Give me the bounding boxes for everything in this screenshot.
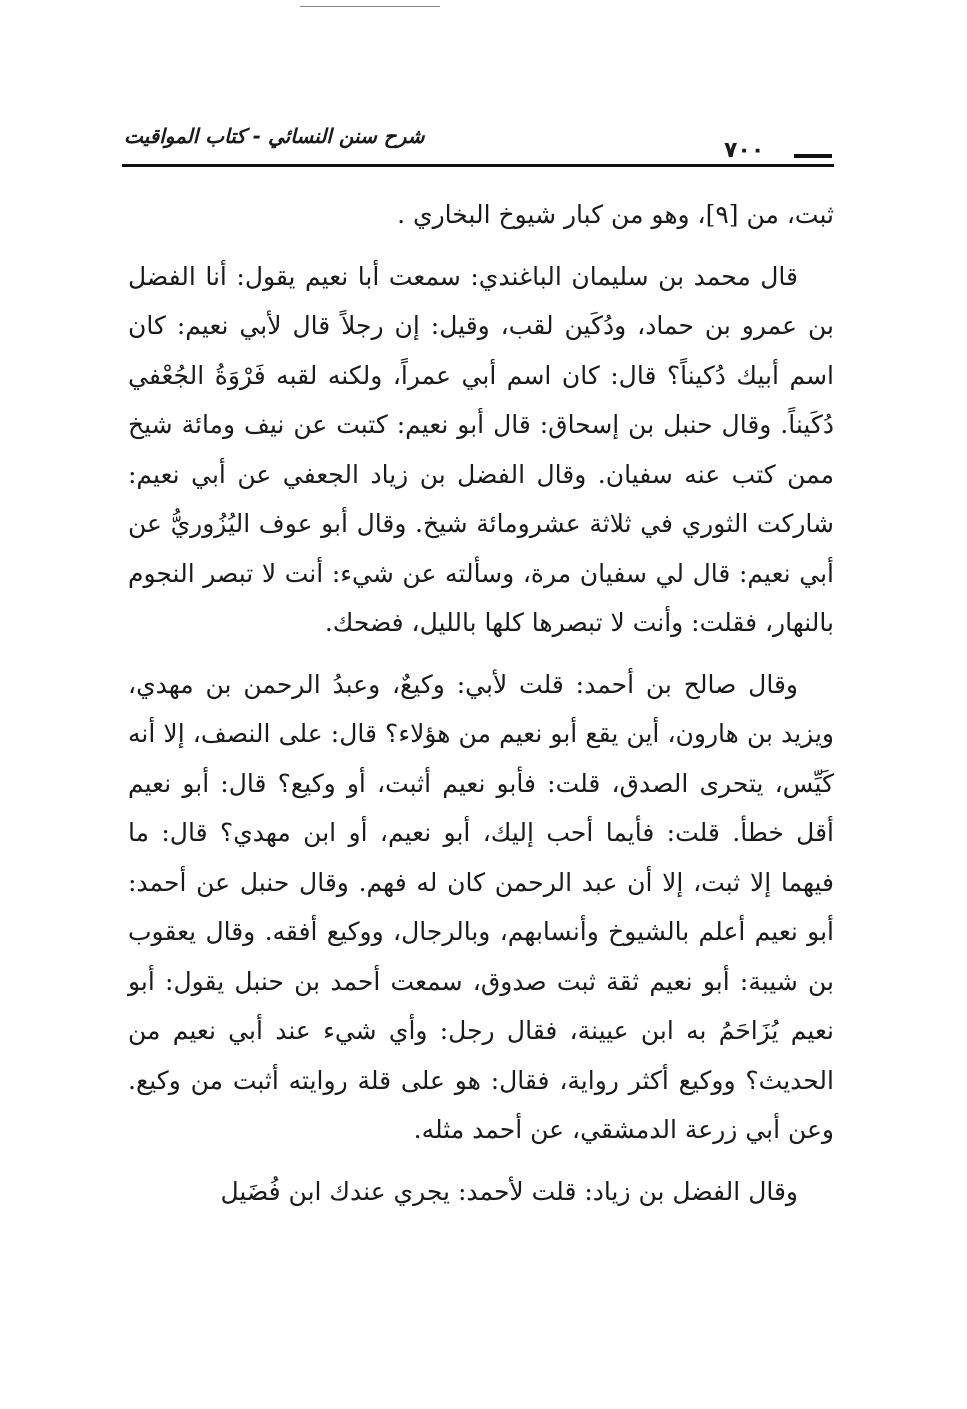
- paragraph-3: وقال صالح بن أحمد: قلت لأبي: وكيعٌ، وعبدُ الرحمن بن مهدي، ويزيد بن هارون، أين يقع أبو نعيم من هؤلاء؟ قال: على النصف، إلا أنه كَيِّس، يتحرى الصدق، قلت: فأبو نعيم أثبت، أو وكيع؟ قال: أبو نعيم أقل خطأ. قلت: فأيما أحب إليك، أبو نعيم، أو ابن مهدي؟ قال: ما فيهما إلا ثبت، إلا أن عبد الرحمن كان له فهم. وقال حنبل عن أحمد: أبو نعيم أعلم بالشيوخ وأنسابهم، وبالرجال، ووكيع أفقه. وقال يعقوب بن شيبة: أبو نعيم ثقة ثبت صدوق، سمعت أحمد بن حنبل يقول: أبو نعيم يُزَاحَمُ به ابن عيينة، فقال رجل: وأي شيء عند أبي نعيم من الحديث؟ ووكيع أكثر رواية، فقال: هو على قلة روايته أثبت من وكيع. وعن أبي زرعة الدمشقي، عن أحمد مثله.: [128, 669, 834, 1144]
- top-edge-rule: [300, 6, 440, 7]
- page-number-dash: [794, 154, 832, 158]
- page-header: [122, 118, 834, 176]
- page-number: ٧٠٠: [724, 138, 765, 163]
- body-text: [128, 190, 834, 1320]
- header-rule: [122, 164, 834, 167]
- running-title: شرح سنن النسائي - كتاب المواقيت: [124, 124, 425, 148]
- paragraph-2: قال محمد بن سليمان الباغندي: سمعت أبا نعيم يقول: أنا الفضل بن عمرو بن حماد، ودُكَين لقب، وقيل: إن رجلاً قال لأبي نعيم: كان اسم أبيك دُكيناً؟ قال: كان اسم أبي عمراً، ولكنه لقبه فَرْوَةُ الجُعْفي دُكَيناً. وقال حنبل بن إسحاق: قال أبو نعيم: كتبت عن نيف ومائة شيخ ممن كتب عنه سفيان. وقال الفضل بن زياد الجعفي عن أبي نعيم: شاركت الثوري في ثلاثة عشرومائة شيخ. وقال أبو عوف اليُزُوريُّ عن أبي نعيم: قال لي سفيان مرة، وسألته عن شيء: أنت لا تبصر النجوم بالنهار، فقلت: وأنت لا تبصرها كلها بالليل، فضحك.: [128, 261, 834, 637]
- paragraph-1: ثبت، من [٩]، وهو من كبار شيوخ البخاري .: [397, 200, 834, 229]
- paragraph-4: وقال الفضل بن زياد: قلت لأحمد: يجري عندك ابن فُضَيل: [220, 1176, 798, 1206]
